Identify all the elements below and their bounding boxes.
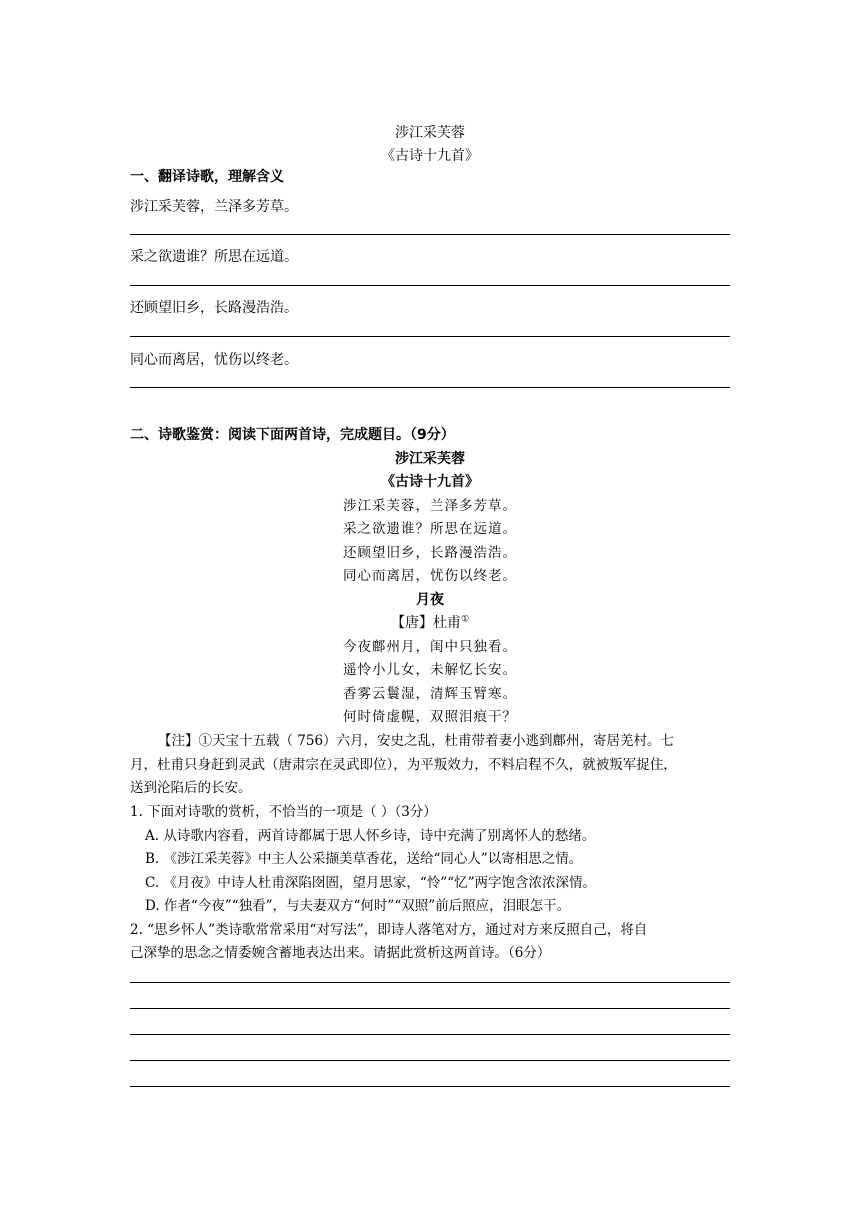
section1-heading: 一、翻译诗歌，理解含义 (130, 169, 284, 185)
note-line-1: 【注】①天宝十五载（ 756）六月，安史之乱，杜甫带着妻小逃到鄜州，寄居羌村。七 (158, 733, 675, 749)
poem1-line-3: 还顾望旧乡，长路漫浩浩。 (343, 545, 517, 561)
poem2-line-3: 香雾云鬟湿，清辉玉臂寒。 (343, 686, 517, 702)
translate-line-3: 还顾望旧乡，长路漫浩浩。 (130, 300, 298, 316)
answer-line (130, 336, 730, 337)
poem2-title: 月夜 (416, 592, 444, 608)
poem2-line-4: 何时倚虚幌，双照泪痕干？ (343, 709, 517, 725)
poem2-line-1: 今夜鄜州月，闺中只独看。 (343, 639, 517, 655)
question1-option-b: B. 《涉江采芙蓉》中主人公采撷美草香花，送给“同心人”以寄相思之情。 (145, 851, 583, 867)
question2-line-1: 2. “思乡怀人”类诗歌常常采用“对写法”，即诗人落笔对方，通过对方来反照自己，将自 (130, 922, 648, 938)
answer-line (130, 285, 730, 286)
answer-line (130, 1060, 730, 1061)
question1-option-c: C. 《月夜》中诗人杜甫深陷囹圄，望月思家，“怜”“忆”两字饱含浓浓深情。 (145, 875, 597, 891)
poem1-title: 涉江采芙蓉 (395, 451, 465, 467)
poem2-line-2: 遥怜小儿女，未解忆长安。 (343, 662, 517, 678)
poem1-line-1: 涉江采芙蓉，兰泽多芳草。 (343, 498, 517, 514)
answer-line (130, 982, 730, 983)
poem1-line-2: 采之欲遗谁？所思在远道。 (343, 521, 517, 537)
section2-heading: 二、诗歌鉴赏：阅读下面两首诗，完成题目。（9分） (130, 427, 455, 443)
answer-line (130, 1034, 730, 1035)
question2-line-2: 己深挚的思念之情委婉含蓄地表达出来。请据此赏析这两首诗。（6分） (130, 945, 551, 961)
poem2-author: 【唐】杜甫 (390, 615, 461, 631)
translate-line-4: 同心而离居，忧伤以终老。 (130, 352, 298, 368)
page-subtitle: 《古诗十九首》 (381, 148, 479, 164)
translate-line-2: 采之欲遗谁？所思在远道。 (130, 249, 298, 265)
translate-line-1: 涉江采芙蓉，兰泽多芳草。 (130, 199, 298, 215)
poem1-line-4: 同心而离居，忧伤以终老。 (343, 568, 517, 584)
answer-line (130, 387, 730, 388)
question1-option-a: A. 从诗歌内容看，两首诗都属于思人怀乡诗，诗中充满了别离怀人的愁绪。 (145, 828, 596, 844)
note-line-3: 送到沦陷后的长安。 (130, 780, 252, 796)
page-title: 涉江采芙蓉 (395, 125, 465, 141)
answer-line (130, 234, 730, 235)
question1-option-d: D. 作者“今夜”“独看”，与夫妻双方“何时”“双照”前后照应，泪眼怎干。 (145, 898, 571, 914)
poem2-author-line (0, 614, 860, 632)
question1-stem: 1. 下面对诗歌的赏析，不恰当的一项是（ ）（3分） (130, 804, 437, 820)
note-marker: ① (460, 614, 470, 625)
note-line-2: 月，杜甫只身赶到灵武（唐肃宗在灵武即位），为平叛效力，不料启程不久，就被叛军捉住， (130, 757, 677, 773)
answer-line (130, 1008, 730, 1009)
poem1-source: 《古诗十九首》 (381, 474, 479, 490)
answer-line (130, 1086, 730, 1087)
